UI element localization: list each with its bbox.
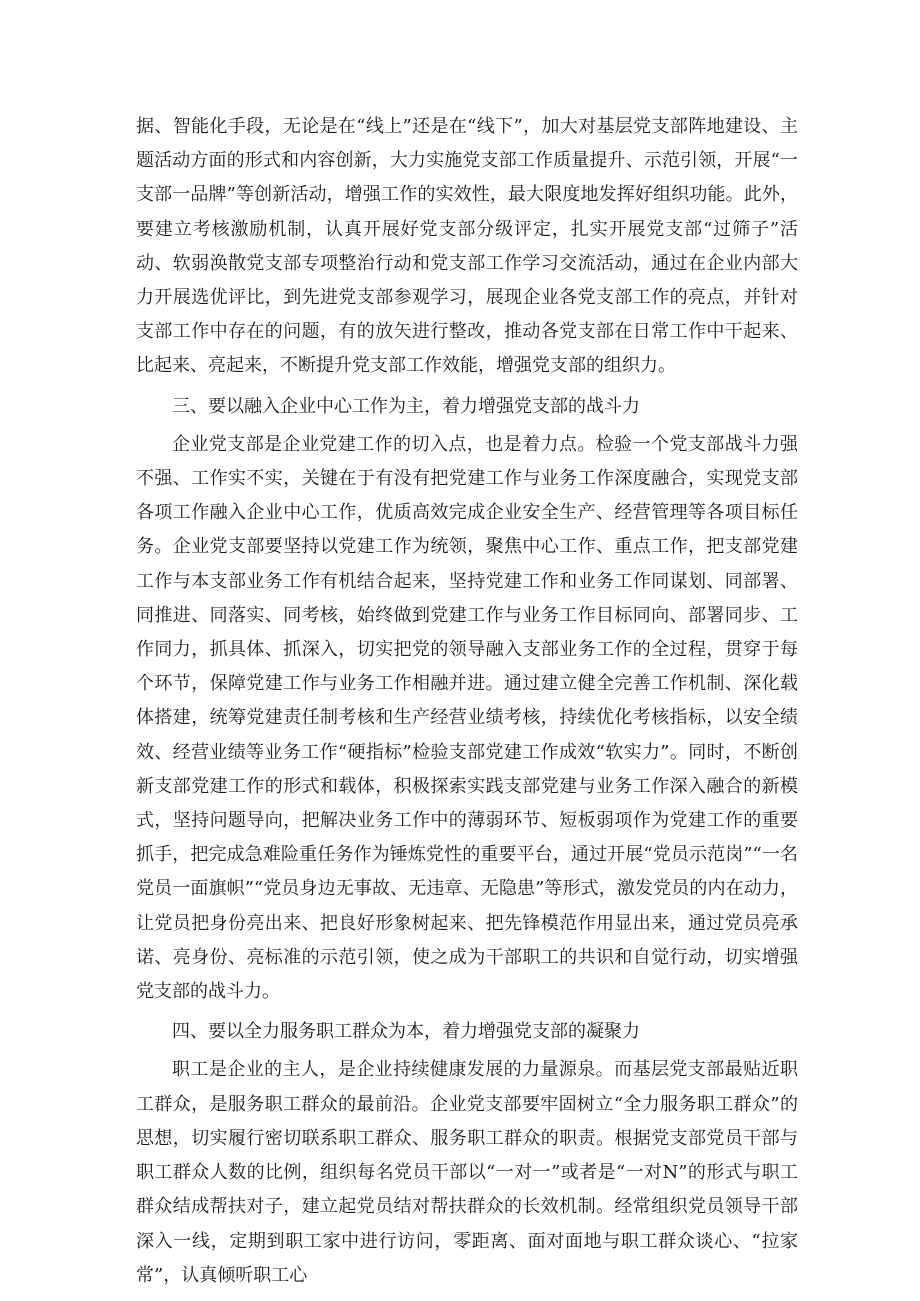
section-heading-3: 三、要以融入企业中心工作为主，着力增强党支部的战斗力 [172,395,640,417]
paragraph-section-4: 职工是企业的主人，是企业持续健康发展的力量源泉。而基层党支部最贴近职工群众，是服务职工群众的最前沿。企业党支部要牢固树立“全力服务职工群众”的思想，切实履行密切联系职工群众、服务职工群众的职责。根据党支部党员干部与职工群众人数的比例，组织每名党员干部以“一对一”或者是“一对N”的形式与职工群众结成帮扶对子，建立起党员结对帮扶群众的长效机制。经常组织党员领导干部深入一线，定期到职工家中进行访问，零距离、面对面地与职工群众谈心、“拉家常”，认真倾听职工心 [136,1059,798,1286]
paragraph-continuation: 据、智能化手段，无论是在“线上”还是在“线下”，加大对基层党支部阵地建设、主题活动方面的形式和内容创新，大力实施党支部工作质量提升、示范引领，开展“一支部一品牌”等创新活动，增强工作的实效性，最大限度地发挥好组织功能。此外，要建立考核激励机制，认真开展好党支部分级评定，扎实开展党支部“过筛子”活动、软弱涣散党支部专项整治行动和党支部工作学习交流活动，通过在企业内部大力开展选优评比，到先进党支部参观学习，展现企业各党支部工作的亮点，并针对支部工作中存在的问题，有的放矢进行整改，推动各党支部在日常工作中干起来、比起来、亮起来，不断提升党支部工作效能，增强党支部的组织力。 [136,116,798,377]
paragraph-section-3: 企业党支部是企业党建工作的切入点，也是着力点。检验一个党支部战斗力强不强、工作实不实，关键在于有没有把党建工作与业务工作深度融合，实现党支部各项工作融入企业中心工作，优质高效完成企业安全生产、经营管理等各项目标任务。企业党支部要坚持以党建工作为统领，聚焦中心工作、重点工作，把支部党建工作与本支部业务工作有机结合起来，坚持党建工作和业务工作同谋划、同部署、同推进、同落实、同考核，始终做到党建工作与业务工作目标同向、部署同步、工作同力，抓具体、抓深入，切实把党的领导融入支部业务工作的全过程，贯穿于每个环节，保障党建工作与业务工作相融并进。通过建立健全完善工作机制、深化载体搭建，统筹党建责任制考核和生产经营业绩考核，持续优化考核指标，以安全绩效、经营业绩等业务工作“硬指标”检验支部党建工作成效“软实力”。同时，不断创新支部党建工作的形式和载体，积极探索实践支部党建与业务工作深入融合的新模式，坚持问题导向，把解决业务工作中的薄弱环节、短板弱项作为党建工作的重要抓手，把完成急难险重任务作为锤炼党性的重要平台，通过开展“党员示范岗”“一名党员一面旗帜”“党员身边无事故、无违章、无隐患”等形式，激发党员的内在动力，让党员把身份亮出来、把良好形象树起来、把先锋模范作用显出来，通过党员亮承诺、亮身份、亮标准的示范引领，使之成为干部职工的共识和自觉行动，切实增强党支部的战斗力。 [136,433,798,1003]
section-heading-4: 四、要以全力服务职工群众为本，着力增强党支部的凝聚力 [172,1021,640,1043]
document-body [136,110,798,1293]
